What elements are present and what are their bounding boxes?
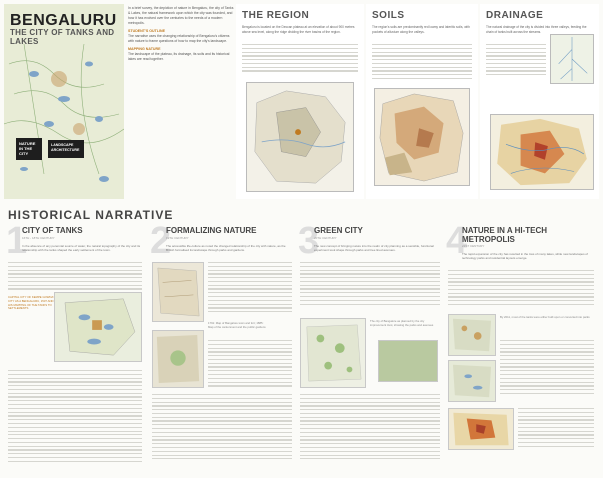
- narrative-column-1: [6, 222, 146, 474]
- column-title: GREEN CITY: [314, 226, 363, 235]
- panel-region-text: Bengaluru is located on the Deccan plateau at an elevation of about 900 metres above sea level, along the ridge dividing the river basins of the region.: [242, 25, 355, 34]
- column-title: CITY OF TANKS: [22, 226, 83, 235]
- panel-drainage-text: The natural drainage of the city is divided into three valleys, feeding the chain of tanks built across the streams.: [486, 25, 587, 34]
- narrative-title: HISTORICAL NARRATIVE: [8, 208, 174, 222]
- panel-drainage: [480, 4, 599, 199]
- column-title: NATURE IN A HI-TECH METROPOLIS: [462, 226, 548, 244]
- intro-paragraph: The narrative uses the changing relationship of Bengaluru's citizens with nature to frame questions of how to map the city's landscape.: [128, 34, 230, 43]
- text-lines: [372, 44, 472, 82]
- col2-map-b: [152, 330, 204, 388]
- col4-map-b: [448, 360, 496, 402]
- intro-paragraph: The landscape of the plateau, its drainage, its soils and its historical lakes are read together.: [128, 52, 230, 61]
- column-text: The rapid expansion of the city has resulted in the loss of many lakes, while new landscapes of technology parks and residential layouts emerge.: [462, 252, 588, 261]
- hero-subtitle: THE CITY OF TANKS AND LAKES: [10, 28, 115, 46]
- column-date: 20TH CENTURY: [314, 236, 337, 240]
- intro-paragraph: In a brief survey, the depiction of nature in Bengaluru, the city of Tanks & Lakes, the natural framework upon which the city was founded, and how it has evolved over the centuries to the needs of a modern metropolis.: [128, 6, 234, 25]
- column-number: 2: [150, 220, 172, 262]
- column-text: The accessible life-culture as noted the changed relationship of the city with nature, as the British formalised its landscape through parks and gardens.: [166, 244, 286, 253]
- panel-soils-text: The region's soils are predominantly red loamy and lateritic soils, with pockets of alluvium along the valleys.: [372, 25, 470, 34]
- narrative-column-4: [446, 222, 598, 474]
- drainage-small-map: [550, 34, 594, 84]
- logo-left: NATURE IN THE CITY: [16, 138, 42, 160]
- text-lines: [242, 44, 358, 74]
- intro-heading-outline: STUDENT'S OUTLINE: [128, 29, 165, 33]
- col3-map: [300, 318, 366, 388]
- column-number: 3: [298, 220, 320, 262]
- narrative-column-3: [298, 222, 443, 474]
- column-caption: 1791: Map of Bangalore town and fort; 1885: Map of the cantonment and the public gardens: [208, 321, 266, 329]
- text-lines: [8, 262, 142, 292]
- column-text: The new concept of bringing nature into the realm of city planning as a sensible, functional experiment took shape through parks and tree lined avenues.: [314, 244, 434, 253]
- col1-map: [54, 292, 142, 362]
- hero-map: [4, 4, 124, 199]
- text-lines: [448, 270, 594, 308]
- panel-soils: [366, 4, 478, 199]
- col4-map-c: [448, 408, 514, 450]
- col3-photo: [378, 340, 438, 382]
- column-number: 4: [446, 220, 468, 262]
- text-lines: [208, 262, 292, 315]
- text-lines: [500, 340, 594, 397]
- column-number: 1: [6, 220, 28, 262]
- hero-title: BENGALURU: [10, 12, 117, 29]
- region-map: [246, 82, 354, 192]
- column-date: 19TH CENTURY: [166, 236, 189, 240]
- column-title: FORMALIZING NATURE: [166, 226, 257, 235]
- drainage-map: [490, 114, 594, 190]
- intro-heading-mapping: MAPPING NATURE: [128, 47, 161, 51]
- column-date: 16TH - 18TH CENTURY: [22, 236, 55, 240]
- narrative-column-2: [150, 222, 295, 474]
- column-date: 21ST CENTURY: [462, 244, 485, 248]
- logo-right: LANDSCAPE ARCHITECTURE: [48, 140, 84, 158]
- column-caption: By 2011, most of the tanks were either built upon or converted into parks: [500, 315, 590, 319]
- column-text: In the absence of any perennial source of water, the natural topography of the city and its relationship with the tanks shaped the early settlement of the town.: [22, 244, 141, 253]
- intro-text: [128, 6, 234, 196]
- panel-drainage-title: DRAINAGE: [486, 10, 544, 21]
- text-lines: [518, 408, 594, 450]
- text-lines: [300, 394, 440, 462]
- panel-region-title: THE REGION: [242, 10, 310, 21]
- panel-soils-title: SOILS: [372, 10, 405, 21]
- text-lines: [8, 370, 142, 465]
- column-caption: CAPITAL CITY OF KEMPE GOWDA'S CITY AS A BENGALURU, 1537 AND HIS MAPPING OF THE TANKS TO SETTLEMENTS: [8, 295, 56, 311]
- panel-region: [236, 4, 364, 199]
- soils-map: [374, 88, 470, 186]
- col4-map-a: [448, 314, 496, 356]
- col2-map-a: [152, 262, 204, 322]
- text-lines: [152, 394, 292, 462]
- text-lines: [208, 340, 292, 389]
- column-caption: The city of Bangalore as planned by the city improvement trust, showing the parks and avenues: [370, 319, 434, 327]
- text-lines: [486, 44, 546, 78]
- text-lines: [300, 262, 440, 307]
